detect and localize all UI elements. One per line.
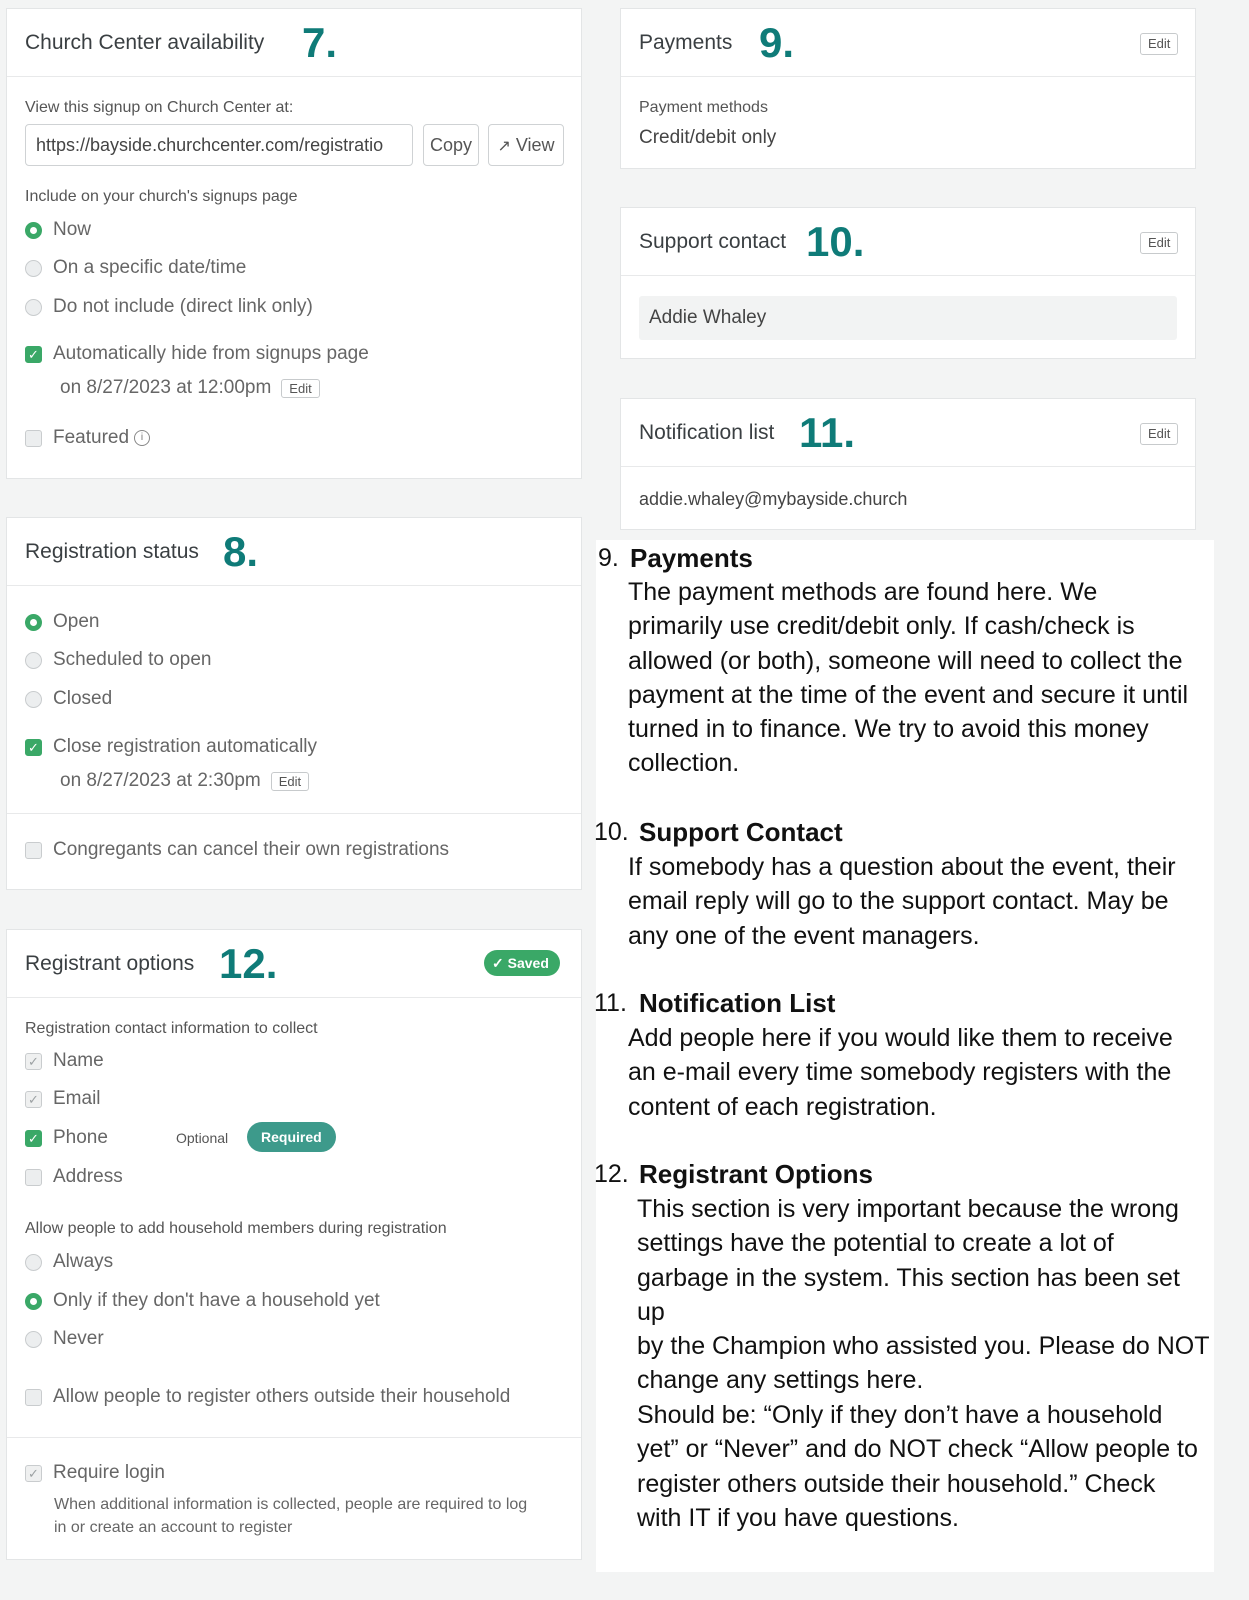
radio-selected-icon bbox=[25, 614, 42, 631]
support-contact-item bbox=[639, 296, 1177, 340]
step-number: 8. bbox=[223, 528, 259, 575]
card-title: Payments bbox=[639, 31, 733, 54]
include-option-direct-link[interactable] bbox=[25, 294, 313, 320]
item-number: 10. bbox=[594, 818, 629, 846]
body-line: turned in to finance. We try to avoid this money bbox=[628, 715, 1149, 744]
registrant-options-card bbox=[6, 929, 582, 1560]
status-option-open[interactable] bbox=[25, 609, 99, 635]
option-label: Phone bbox=[53, 1127, 108, 1148]
checkbox-icon bbox=[25, 1389, 42, 1406]
featured-checkbox[interactable] bbox=[25, 425, 150, 451]
section-heading: Payments bbox=[630, 543, 753, 573]
auto-close-checkbox[interactable] bbox=[25, 734, 317, 760]
section-body bbox=[628, 850, 1176, 953]
instructions-document bbox=[596, 540, 1214, 1572]
edit-notification-button[interactable]: Edit bbox=[1140, 423, 1178, 445]
option-label: Allow people to register others outside their household bbox=[53, 1386, 511, 1407]
auto-close-date-text: on 8/27/2023 at 2:30pm bbox=[60, 770, 261, 791]
step-number: 12. bbox=[219, 940, 278, 987]
checkmark-icon: ✓ bbox=[25, 1465, 42, 1482]
checkbox-icon bbox=[25, 842, 42, 859]
edit-payments-button[interactable]: Edit bbox=[1140, 33, 1178, 55]
auto-close-date bbox=[60, 770, 309, 792]
signup-url-text: https://bayside.churchcenter.com/registratio bbox=[36, 135, 384, 155]
body-line: This section is very important because the wrong bbox=[637, 1195, 1179, 1223]
support-contact-name: Addie Whaley bbox=[649, 307, 767, 328]
radio-selected-icon bbox=[25, 1293, 42, 1310]
auto-hide-date-text: on 8/27/2023 at 12:00pm bbox=[60, 377, 272, 398]
option-label: On a specific date/time bbox=[53, 257, 247, 278]
body-line: settings have the potential to create a lot of bbox=[637, 1229, 1114, 1258]
card-title: Registrant options bbox=[25, 952, 195, 975]
option-label: Name bbox=[53, 1050, 104, 1071]
card-title: Support contact bbox=[639, 230, 787, 253]
section-body bbox=[637, 1192, 1214, 1398]
body-line: payment at the time of the event and secure it until bbox=[628, 680, 1189, 709]
notification-email: addie.whaley@mybayside.church bbox=[639, 489, 908, 509]
option-label: Featured bbox=[53, 427, 130, 448]
radio-icon bbox=[25, 652, 42, 669]
saved-badge bbox=[484, 950, 560, 976]
checkmark-icon: ✓ bbox=[25, 1130, 42, 1147]
support-contact-card bbox=[620, 207, 1196, 359]
checkbox-icon bbox=[25, 1169, 42, 1186]
saved-label: Saved bbox=[507, 955, 549, 971]
body-line: Should be: “Only if they don’t have a household bbox=[637, 1401, 1163, 1429]
radio-icon bbox=[25, 299, 42, 316]
auto-hide-date bbox=[60, 377, 320, 399]
step-number: 11. bbox=[799, 409, 856, 456]
phone-optional-toggle[interactable]: Optional bbox=[176, 1130, 229, 1146]
option-label: Only if they don't have a household yet bbox=[53, 1290, 380, 1311]
view-url-label: View this signup on Church Center at: bbox=[25, 99, 294, 116]
item-number: 12. bbox=[594, 1160, 629, 1188]
card-header bbox=[7, 9, 581, 77]
body-line: content of each registration. bbox=[628, 1092, 937, 1121]
card-header bbox=[7, 930, 581, 998]
section-heading: Notification List bbox=[639, 988, 836, 1018]
checkmark-icon: ✓ bbox=[25, 739, 42, 756]
section-body-note bbox=[637, 1398, 1198, 1535]
edit-close-date-button[interactable]: Edit bbox=[271, 772, 309, 791]
phone-required-toggle[interactable]: Required bbox=[247, 1122, 336, 1152]
card-title: Registration status bbox=[25, 540, 199, 563]
view-label: View bbox=[515, 135, 555, 155]
step-number: 9. bbox=[759, 19, 795, 66]
item-number: 9. bbox=[598, 544, 619, 572]
body-line: any one of the event managers. bbox=[628, 921, 980, 950]
contact-info-label: Registration contact information to collect bbox=[25, 1020, 318, 1037]
login-note-line-1: When additional information is collected, people are required to log bbox=[54, 1496, 528, 1513]
status-option-scheduled[interactable] bbox=[25, 647, 211, 673]
household-label: Allow people to add household members during registration bbox=[25, 1220, 447, 1237]
check-icon: ✓ bbox=[492, 955, 504, 971]
body-line: by the Champion who assisted you. Please do NOT bbox=[637, 1332, 1210, 1361]
household-option-only-if-none[interactable] bbox=[25, 1288, 380, 1314]
radio-icon bbox=[25, 1254, 42, 1271]
divider bbox=[7, 813, 581, 814]
option-label: Do not include (direct link only) bbox=[53, 296, 313, 317]
option-label: Close registration automatically bbox=[53, 736, 318, 757]
body-line: garbage in the system. This section has been set up bbox=[637, 1263, 1180, 1326]
registration-status-card bbox=[6, 517, 582, 890]
signup-url-field[interactable] bbox=[25, 124, 413, 166]
option-label: Never bbox=[53, 1328, 104, 1349]
body-line: collection. bbox=[628, 749, 740, 778]
item-number: 11. bbox=[594, 989, 627, 1017]
body-line: register others outside their household.” Check bbox=[637, 1469, 1156, 1498]
info-icon[interactable]: i bbox=[134, 430, 150, 446]
allow-others-checkbox[interactable] bbox=[25, 1384, 510, 1410]
body-line: allowed (or both), someone will need to collect the bbox=[628, 646, 1183, 675]
household-option-never[interactable] bbox=[25, 1326, 104, 1352]
option-label: Require login bbox=[53, 1462, 165, 1483]
option-label: Scheduled to open bbox=[53, 649, 212, 670]
body-line: If somebody has a question about the event, their bbox=[628, 853, 1176, 881]
divider bbox=[7, 1437, 581, 1438]
body-line: primarily use credit/debit only. If cash/check is bbox=[628, 612, 1135, 641]
option-label: Always bbox=[53, 1251, 114, 1272]
checkbox-icon bbox=[25, 430, 42, 447]
option-label: Email bbox=[53, 1088, 101, 1109]
step-number: 7. bbox=[302, 19, 338, 66]
body-line: Add people here if you would like them to receive bbox=[628, 1024, 1173, 1052]
card-header bbox=[621, 208, 1195, 276]
option-label: Congregants can cancel their own registrations bbox=[53, 839, 450, 860]
card-header bbox=[621, 399, 1195, 467]
body-line: an e-mail every time somebody registers with the bbox=[628, 1058, 1172, 1087]
card-header bbox=[7, 518, 581, 586]
checkmark-icon: ✓ bbox=[25, 346, 42, 363]
require-login-checkbox bbox=[25, 1460, 165, 1486]
option-label: Open bbox=[53, 611, 100, 632]
checkmark-icon: ✓ bbox=[25, 1091, 42, 1108]
body-line: email reply will go to the support contact. May be bbox=[628, 887, 1169, 916]
copy-button[interactable] bbox=[423, 124, 479, 166]
include-option-specific-date[interactable] bbox=[25, 255, 246, 281]
login-note-line-2: in or create an account to register bbox=[54, 1519, 293, 1536]
payment-methods-label: Payment methods bbox=[639, 99, 768, 116]
radio-icon bbox=[25, 260, 42, 277]
option-label: Automatically hide from signups page bbox=[53, 343, 369, 364]
body-line: The payment methods are found here. We bbox=[628, 578, 1098, 606]
copy-label: Copy bbox=[429, 135, 473, 155]
card-title: Notification list bbox=[639, 421, 775, 444]
radio-icon bbox=[25, 1331, 42, 1348]
notification-list-card bbox=[620, 398, 1196, 530]
field-phone-checkbox[interactable] bbox=[25, 1125, 108, 1151]
payment-methods-value: Credit/debit only bbox=[639, 127, 777, 148]
option-label: Now bbox=[53, 219, 92, 240]
option-label: Address bbox=[53, 1166, 123, 1187]
include-label: Include on your church's signups page bbox=[25, 188, 298, 205]
body-line: with IT if you have questions. bbox=[637, 1503, 959, 1532]
step-number: 10. bbox=[806, 218, 865, 265]
edit-hide-date-button[interactable]: Edit bbox=[281, 379, 319, 398]
card-header bbox=[621, 9, 1195, 77]
view-button[interactable] bbox=[488, 124, 564, 166]
field-email-checkbox bbox=[25, 1086, 101, 1112]
section-heading: Support Contact bbox=[639, 817, 843, 847]
edit-support-button[interactable]: Edit bbox=[1140, 232, 1178, 254]
status-option-closed[interactable] bbox=[25, 686, 112, 712]
section-body bbox=[628, 575, 1188, 781]
checkmark-icon: ✓ bbox=[25, 1053, 42, 1070]
option-label: Closed bbox=[53, 688, 113, 709]
field-address-checkbox[interactable] bbox=[25, 1164, 123, 1190]
external-link-icon: ↗ bbox=[497, 138, 511, 155]
card-title: Church Center availability bbox=[25, 31, 265, 54]
body-line: change any settings here. bbox=[637, 1366, 924, 1395]
include-option-now[interactable] bbox=[25, 217, 91, 243]
field-name-checkbox bbox=[25, 1048, 104, 1074]
cancel-own-checkbox[interactable] bbox=[25, 837, 449, 863]
section-heading: Registrant Options bbox=[639, 1159, 874, 1189]
radio-icon bbox=[25, 691, 42, 708]
payments-card bbox=[620, 8, 1196, 169]
church-center-availability-card bbox=[6, 8, 582, 479]
radio-selected-icon bbox=[25, 222, 42, 239]
section-body bbox=[628, 1021, 1173, 1124]
auto-hide-checkbox[interactable] bbox=[25, 341, 369, 367]
body-line: yet” or “Never” and do NOT check “Allow people to bbox=[637, 1435, 1198, 1464]
household-option-always[interactable] bbox=[25, 1249, 113, 1275]
